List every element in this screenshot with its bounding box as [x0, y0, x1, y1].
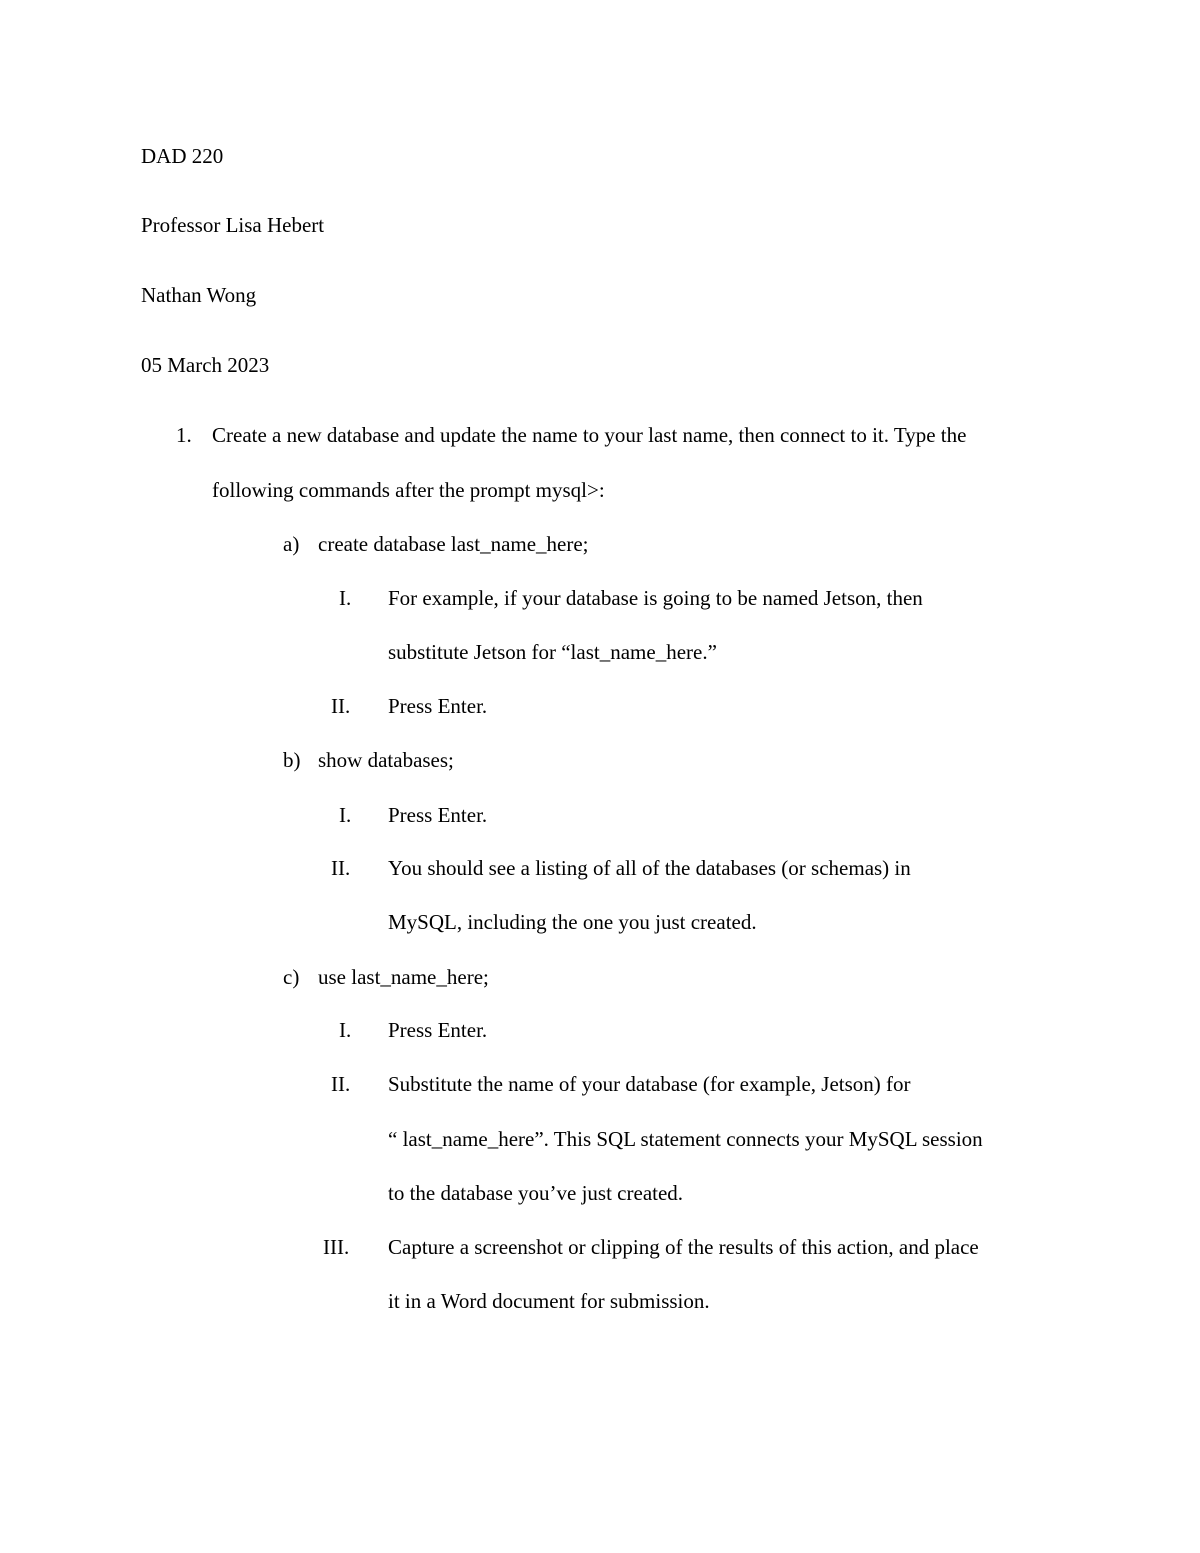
step-b-2-line-2: MySQL, including the one you just created.	[388, 910, 757, 934]
course-title: DAD 220	[141, 144, 224, 168]
document-date: 05 March 2023	[141, 353, 270, 377]
subitem-a-text: create database last_name_here;	[318, 532, 589, 556]
step-b-2-line-1: You should see a listing of all of the databases (or schemas) in	[388, 856, 911, 880]
step-a-1-line-1: For example, if your database is going to be named Jetson, then	[388, 586, 923, 610]
step-c-1-line-1: Press Enter.	[388, 1018, 488, 1042]
step-marker-a-1: I.	[339, 586, 352, 610]
step-c-2-line-2: “ last_name_here”. This SQL statement connects your MySQL session	[388, 1127, 983, 1151]
step-marker-c-1: I.	[339, 1018, 352, 1042]
step-b-1-line-1: Press Enter.	[388, 803, 488, 827]
sublist-marker-b: b)	[283, 748, 301, 772]
step-marker-c-3: III.	[323, 1235, 350, 1259]
step-marker-b-1: I.	[339, 803, 352, 827]
list-marker-1: 1.	[176, 423, 192, 447]
step-c-3-line-2: it in a Word document for submission.	[388, 1289, 710, 1313]
step-marker-b-2: II.	[331, 856, 351, 880]
step-marker-c-2: II.	[331, 1072, 351, 1096]
sublist-marker-a: a)	[283, 532, 300, 556]
item-1-line-2: following commands after the prompt mysql>:	[212, 478, 605, 502]
item-1-line-1: Create a new database and update the name to your last name, then connect to it. Type the	[212, 423, 967, 447]
step-c-3-line-1: Capture a screenshot or clipping of the results of this action, and place	[388, 1235, 979, 1259]
step-c-2-line-1: Substitute the name of your database (for example, Jetson) for	[388, 1072, 911, 1096]
step-a-1-line-2: substitute Jetson for “last_name_here.”	[388, 640, 717, 664]
subitem-b-text: show databases;	[318, 748, 454, 772]
sublist-marker-c: c)	[283, 965, 300, 989]
step-a-2-line-1: Press Enter.	[388, 694, 488, 718]
step-c-2-line-3: to the database you’ve just created.	[388, 1181, 684, 1205]
student-name: Nathan Wong	[141, 283, 257, 307]
subitem-c-text: use last_name_here;	[318, 965, 489, 989]
step-marker-a-2: II.	[331, 694, 351, 718]
professor-name: Professor Lisa Hebert	[141, 213, 325, 237]
